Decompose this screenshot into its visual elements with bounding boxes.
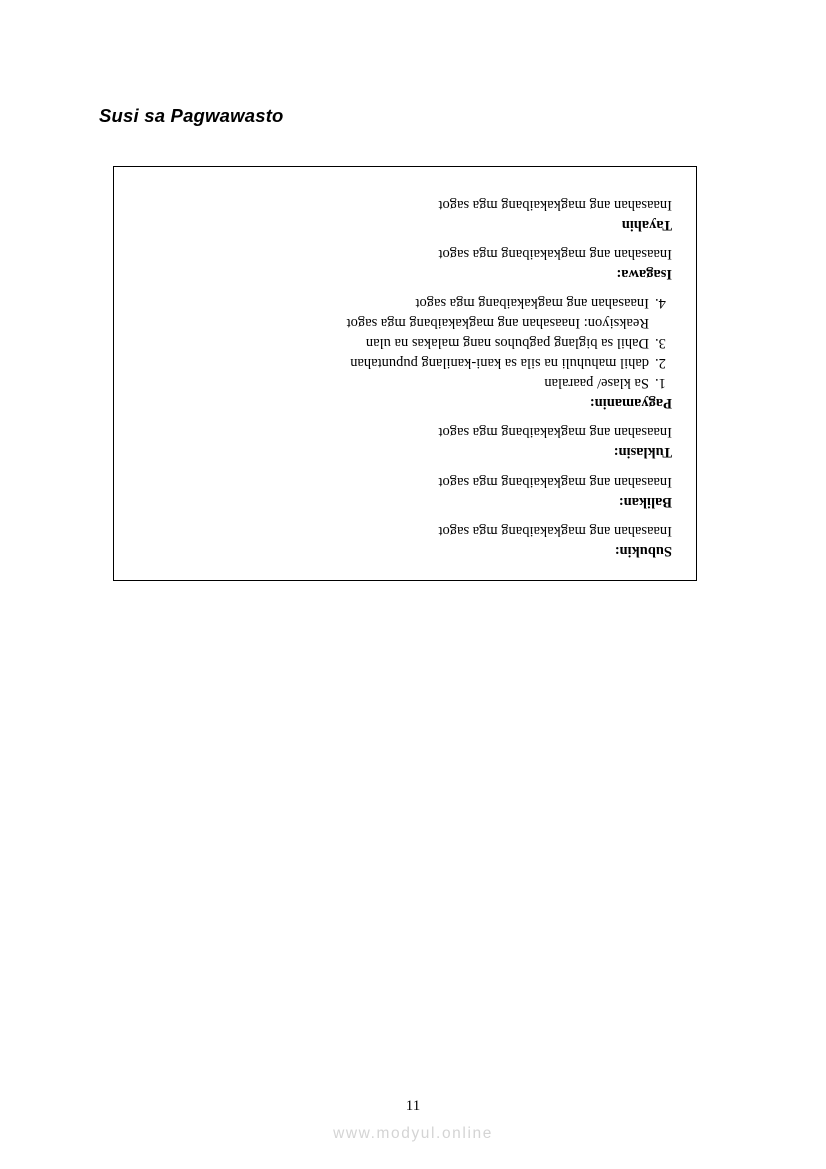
section-line-subukin: Inaasahan ang magkakaibang mga sagot bbox=[438, 522, 672, 539]
list-item bbox=[140, 353, 672, 372]
list-item-text: Dahil sa biglang pagbuhos nang malakas na ulan bbox=[365, 334, 649, 351]
spacer bbox=[140, 412, 672, 419]
list-item bbox=[140, 293, 672, 312]
section-heading-tuklasin: Tuklasin: bbox=[613, 444, 672, 461]
spacer bbox=[140, 511, 672, 518]
page-title: Susi sa Pagwawasto bbox=[99, 105, 284, 126]
section-heading-pagyamanin: Pagyamanin: bbox=[589, 395, 672, 412]
section-line-tuklasin: Inaasahan ang magkakaibang mga sagot bbox=[438, 424, 672, 441]
list-item bbox=[140, 333, 672, 352]
list-item-number: 3. bbox=[655, 334, 666, 351]
spacer bbox=[140, 462, 672, 469]
list-item-text: Reaksiyon: Inaasahan ang magkakaibang mga sagot bbox=[346, 314, 649, 331]
section-line-tayahin: Inaasahan ang magkakaibang mga sagot bbox=[438, 197, 672, 214]
watermark: www.modyul.online bbox=[333, 1125, 493, 1142]
answer-key-block bbox=[140, 195, 672, 560]
list-item bbox=[140, 373, 672, 392]
section-heading-tayahin: Tayahin bbox=[621, 217, 672, 234]
pagyamanin-answer-list bbox=[140, 293, 672, 393]
list-item-text: Inaasahan ang magkakaibang mga sagot bbox=[415, 294, 649, 311]
spacer bbox=[140, 234, 672, 241]
section-heading-isagawa: Isagawa: bbox=[616, 266, 672, 283]
list-item-text: dahil mahuhuli na sila sa kani-kanilang pupuntahan bbox=[350, 355, 649, 371]
list-item-number: 4. bbox=[655, 294, 666, 311]
section-line-isagawa: Inaasahan ang magkakaibang mga sagot bbox=[438, 246, 672, 263]
section-heading-subukin: Subukin: bbox=[614, 543, 672, 559]
answer-key-upside-down-content bbox=[114, 167, 697, 581]
answer-key-box bbox=[113, 166, 697, 581]
list-item-text: Sa klase/ paaralan bbox=[544, 375, 649, 392]
list-item-number: 1. bbox=[655, 375, 666, 392]
spacer bbox=[140, 284, 672, 291]
list-item bbox=[140, 313, 672, 332]
list-item-number: 2. bbox=[655, 355, 666, 371]
section-line-balikan: Inaasahan ang magkakaibang mga sagot bbox=[438, 473, 672, 490]
page-number: 11 bbox=[405, 1098, 421, 1114]
section-heading-balikan: Balikan: bbox=[618, 493, 672, 510]
